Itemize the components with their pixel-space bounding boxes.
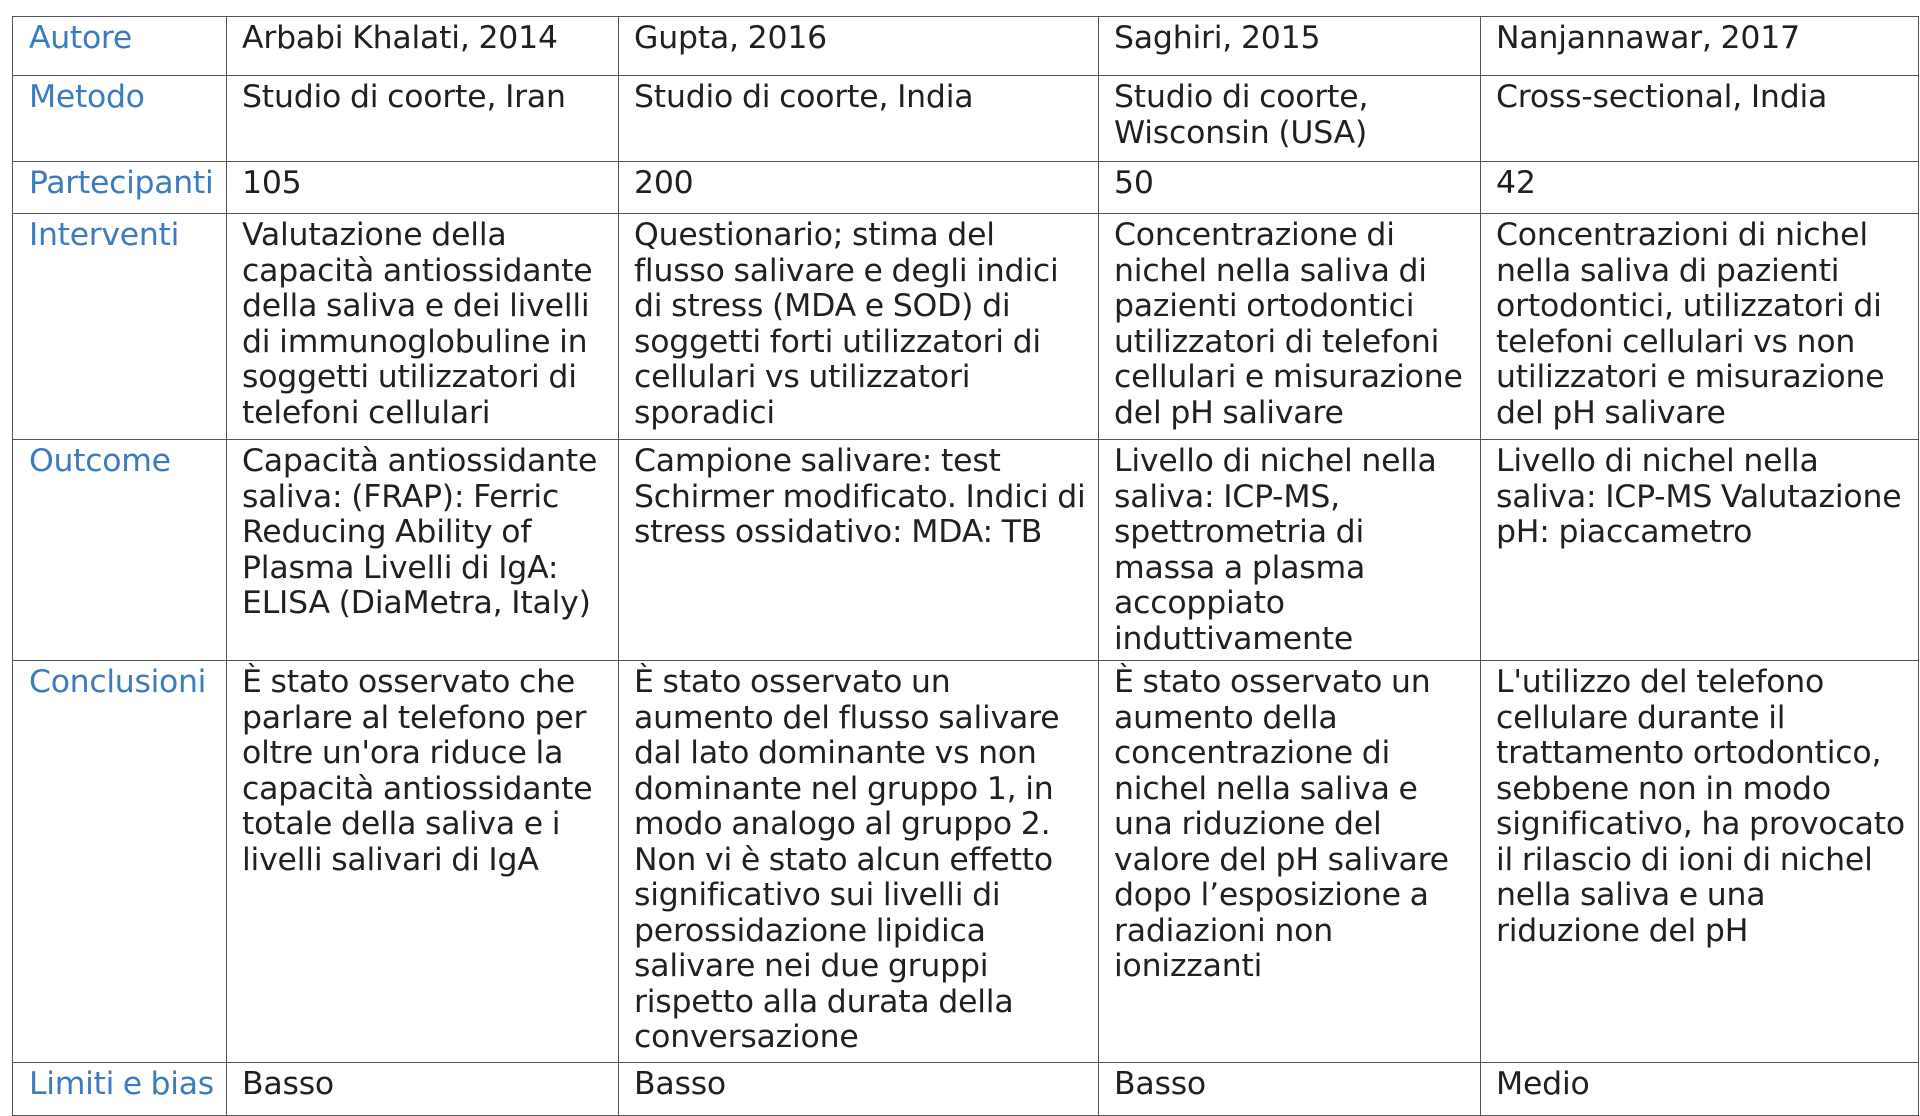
cell-metodo-study-4: Cross-sectional, India [1481, 76, 1919, 162]
row-conclusioni [13, 661, 1919, 1063]
cell-limiti-study-2: Basso [619, 1063, 1099, 1116]
row-label-partecipanti: Partecipanti [13, 162, 227, 214]
cell-autore-study-3: Saghiri, 2015 [1099, 17, 1481, 76]
cell-outcome-study-2: Campione salivare: test Schirmer modificato. Indici di stress ossidativo: MDA: TB [619, 440, 1099, 661]
cell-limiti-study-4: Medio [1481, 1063, 1919, 1116]
cell-interventi-study-1: Valutazione della capacità antiossidante della saliva e dei livelli di immunoglobuline in soggetti utilizzatori di telefoni cellulari [227, 214, 619, 440]
cell-interventi-study-2: Questionario; stima del flusso salivare e degli indici di stress (MDA e SOD) di soggetti forti utilizzatori di cellulari vs utilizzatori sporadici [619, 214, 1099, 440]
row-label-interventi: Interventi [13, 214, 227, 440]
cell-outcome-study-3: Livello di nichel nella saliva: ICP-MS, spettrometria di massa a plasma accoppiato induttivamente [1099, 440, 1481, 661]
cell-partecipanti-study-1: 105 [227, 162, 619, 214]
cell-partecipanti-study-4: 42 [1481, 162, 1919, 214]
cell-autore-study-2: Gupta, 2016 [619, 17, 1099, 76]
studies-comparison-table [12, 16, 1919, 1116]
cell-autore-study-4: Nanjannawar, 2017 [1481, 17, 1919, 76]
cell-conclusioni-study-3: È stato osservato un aumento della concentrazione di nichel nella saliva e una riduzione del valore del pH salivare dopo l’esposizione a radiazioni non ionizzanti [1099, 661, 1481, 1063]
cell-partecipanti-study-3: 50 [1099, 162, 1481, 214]
row-label-conclusioni: Conclusioni [13, 661, 227, 1063]
cell-limiti-study-3: Basso [1099, 1063, 1481, 1116]
cell-outcome-study-4: Livello di nichel nella saliva: ICP-MS Valutazione pH: piaccametro [1481, 440, 1919, 661]
cell-outcome-study-1: Capacità antiossidante saliva: (FRAP): Ferric Reducing Ability of Plasma Livelli di IgA: ELISA (DiaMetra, Italy) [227, 440, 619, 661]
row-label-metodo: Metodo [13, 76, 227, 162]
row-autore [13, 17, 1919, 76]
row-metodo [13, 76, 1919, 162]
row-partecipanti [13, 162, 1919, 214]
cell-conclusioni-study-1: È stato osservato che parlare al telefono per oltre un'ora riduce la capacità antiossidante totale della saliva e i livelli salivari di IgA [227, 661, 619, 1063]
cell-metodo-study-3: Studio di coorte, Wisconsin (USA) [1099, 76, 1481, 162]
cell-autore-study-1: Arbabi Khalati, 2014 [227, 17, 619, 76]
row-label-outcome: Outcome [13, 440, 227, 661]
row-interventi [13, 214, 1919, 440]
cell-interventi-study-4: Concentrazioni di nichel nella saliva di pazienti ortodontici, utilizzatori di telefoni cellulari vs non utilizzatori e misurazione del pH salivare [1481, 214, 1919, 440]
cell-partecipanti-study-2: 200 [619, 162, 1099, 214]
cell-conclusioni-study-4: L'utilizzo del telefono cellulare durante il trattamento ortodontico, sebbene non in modo significativo, ha provocato il rilascio di ioni di nichel nella saliva e una riduzione del pH [1481, 661, 1919, 1063]
cell-metodo-study-2: Studio di coorte, India [619, 76, 1099, 162]
row-outcome [13, 440, 1919, 661]
cell-conclusioni-study-2: È stato osservato un aumento del flusso salivare dal lato dominante vs non dominante nel gruppo 1, in modo analogo al gruppo 2. Non vi è stato alcun effetto significativo sui livelli di perossidazione lipidica salivare nei due gruppi rispetto alla durata della conversazione [619, 661, 1099, 1063]
cell-limiti-study-1: Basso [227, 1063, 619, 1116]
row-limiti-e-bias [13, 1063, 1919, 1116]
row-label-autore: Autore [13, 17, 227, 76]
cell-metodo-study-1: Studio di coorte, Iran [227, 76, 619, 162]
row-label-limiti-e-bias: Limiti e bias [13, 1063, 227, 1116]
cell-interventi-study-3: Concentrazione di nichel nella saliva di pazienti ortodontici utilizzatori di telefoni cellulari e misurazione del pH salivare [1099, 214, 1481, 440]
